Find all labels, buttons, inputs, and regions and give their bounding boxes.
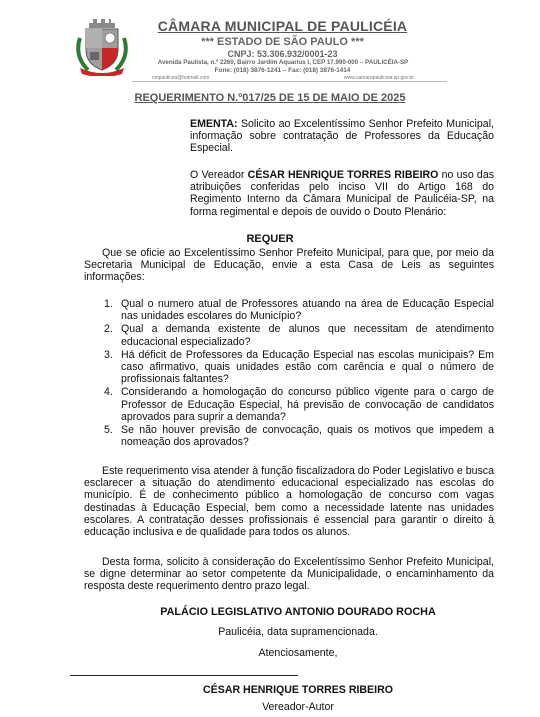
question-text: Há déficit de Professores da Educação Especial nas escolas municipais? Em caso afirmativo, quais unidades estão com carência e qual o número de profissionais faltantes?	[121, 348, 494, 386]
signer-role: Vereador-Autor	[262, 701, 334, 713]
vereador-text: no uso das atribuições conferidas pelo inciso VII do Artigo 168 do Regimento Interno da Câmara Municipal de Paulicéia-SP, na forma regimental e depois de ouvido o Douto Plenário:	[190, 169, 495, 218]
ementa-text: Solicito ao Excelentíssimo Senhor Prefeito Municipal, informação sobre contratação de Professores da Educação Especial.	[190, 118, 494, 155]
question-number: 5.	[104, 424, 113, 437]
document-title: REQUERIMENTO N.º017/25 DE 15 DE MAIO DE 2025	[134, 92, 406, 104]
closing-paragraph: Desta forma, solicito à consideração do Excelentíssimo Senhor Prefeito Municipal, se digne determinar ao setor competente da Municipalidade, o encaminhamento da resposta deste requerimento dentro prazo legal.	[84, 556, 494, 593]
chamber-name: CÂMARA MUNICIPAL DE PAULICÉIA	[157, 18, 408, 34]
question-text: Considerando a homologação do concurso público vigente para o cargo de Professor de Educação Especial, há previsão de convocação de candidatos aprovados para suprir a demanda?	[121, 386, 494, 423]
signer-name: CÉSAR HENRIQUE TORRES RIBEIRO	[203, 684, 393, 696]
list-item	[84, 323, 494, 347]
questions-list	[84, 298, 494, 449]
question-number: 1.	[104, 298, 113, 310]
ementa-label: EMENTA:	[190, 118, 238, 130]
intro-paragraph: Que se oficie ao Excelentíssimo Senhor Prefeito Municipal, para que, por meio da Secretaria Municipal de Educação, envie a esta Casa de Leis as seguintes informações:	[84, 247, 494, 284]
address: Avenida Paulista, n.º 2260, Bairro Jardim Aquarius I, CEP 17.990-000 – PAULICÉIA-SP	[157, 59, 409, 66]
place-date: Paulicéia, data supramencionada.	[218, 626, 378, 638]
vereador-paragraph	[190, 169, 494, 218]
list-item	[84, 386, 494, 423]
vereador-name: CÉSAR HENRIQUE TORRES RIBEIRO	[247, 169, 439, 181]
vereador-prefix: O Vereador	[190, 169, 248, 181]
state-name: *** ESTADO DE SÃO PAULO ***	[201, 36, 364, 48]
requer-heading: REQUER	[246, 233, 294, 245]
question-text: Qual o numero atual de Professores atuando na área de Educação Especial nas unidades escolares do Município?	[121, 298, 494, 323]
closing-salutation: Atenciosamente,	[258, 647, 338, 659]
list-item	[84, 349, 494, 386]
signature-line	[70, 675, 298, 676]
email-address: cmpaulicea@hotmail.com	[152, 75, 210, 81]
question-text: Se não houver previsão de convocação, quais os motivos que impedem a nomeação dos aprovados?	[121, 424, 494, 449]
question-number: 3.	[104, 348, 113, 361]
phone-fax: Fone: (018) 3876-1241 – Fax: (018) 3876-1414	[214, 67, 351, 74]
header-divider	[132, 81, 447, 82]
question-text: Qual a demanda existente de alunos que necessitam de atendimento educacional especializado?	[121, 323, 494, 348]
list-item	[84, 298, 494, 322]
justification-paragraph: Este requerimento visa atender à função fiscalizadora do Poder Legislativo e busca esclarecer a situação do atendimento educacional especializado nas escolas do município. É de conhecimento público a homologação de concurso com vagas destinadas à Educação Especial, bem como a necessidade latente nas unidades escolares. A contratação desses profissionais é essencial para garantir o direito à educação inclusiva e de qualidade para todos os alunos.	[84, 465, 494, 539]
palace-name: PALÁCIO LEGISLATIVO ANTONIO DOURADO ROCHA	[160, 606, 436, 618]
question-number: 2.	[104, 323, 113, 336]
question-number: 4.	[104, 386, 113, 399]
coat-of-arms-icon	[74, 18, 130, 76]
ementa-paragraph	[190, 118, 494, 155]
cnpj: CNPJ: 53.306.932/0001-23	[227, 49, 338, 59]
website: www.camarapauliceia.sp.gov.br	[344, 75, 414, 81]
list-item	[84, 424, 494, 448]
